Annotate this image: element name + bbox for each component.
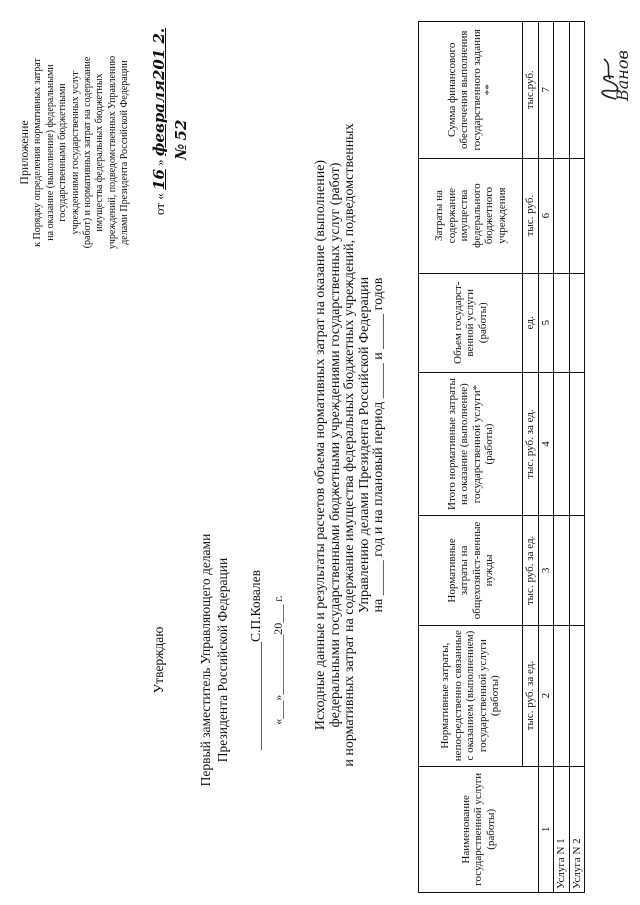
date-day: 16 bbox=[150, 169, 168, 190]
approval-title: Утверждаю bbox=[151, 626, 166, 694]
appendix-line: государственными бюджетными bbox=[57, 83, 69, 222]
number-cell: 1 bbox=[538, 766, 554, 892]
number-sign: № bbox=[172, 143, 190, 160]
approval-date-line: «___»__________20___ г. bbox=[271, 595, 285, 725]
heading-line: на _____ год и на плановый период _____ и _____ годов bbox=[371, 277, 387, 613]
table-units-row bbox=[523, 22, 539, 893]
appendix-title: Приложение bbox=[17, 120, 31, 185]
appendix-block bbox=[18, 25, 132, 280]
table-row bbox=[569, 22, 585, 893]
header-cell: Затраты на содержание имущества федерального бюджетного учреждения bbox=[419, 158, 523, 273]
date-mid: » bbox=[152, 159, 167, 166]
unit-cell: тыс. руб. за ед. bbox=[523, 516, 539, 625]
heading-line: Исходные данные и результаты расчетов объема нормативных затрат на оказание (выполнение) bbox=[313, 159, 328, 731]
row-name-cell: Услуга N 2 bbox=[569, 766, 585, 892]
header-cell: Объем государст-венной услуги (работы) bbox=[419, 273, 523, 372]
document-heading bbox=[314, 25, 387, 865]
heading-line: Управлению делами Президента Российской Федерации bbox=[356, 276, 372, 614]
header-cell: Нормативные затраты на общехозяйст-венные нужды bbox=[419, 516, 523, 625]
number-cell: 2 bbox=[538, 625, 554, 766]
handwritten-signature-icon bbox=[590, 50, 632, 105]
approval-position-line2: Президента Российской Федерации bbox=[215, 557, 230, 763]
unit-cell: тыс. руб. за ед. bbox=[523, 625, 539, 766]
unit-cell: тыс.руб. bbox=[523, 22, 539, 159]
appendix-line: учреждений, подведомственных Управлению bbox=[106, 55, 118, 250]
approval-signature-line: ________________С.П.Ковалев bbox=[248, 570, 263, 750]
approval-block bbox=[150, 495, 287, 825]
appendix-line: к Порядку определения нормативных затрат bbox=[32, 58, 44, 247]
appendix-line: учреждениями государственных услуг bbox=[69, 70, 81, 235]
number-cell: 6 bbox=[538, 158, 554, 273]
appendix-line: имущества федеральных бюджетных bbox=[94, 73, 106, 232]
row-name-cell: Услуга N 1 bbox=[554, 766, 570, 892]
date-prefix: от « bbox=[152, 193, 167, 215]
unit-cell: ед. bbox=[523, 273, 539, 372]
date-month-year: февраля201 2. bbox=[150, 27, 168, 157]
table-numbers-row bbox=[538, 22, 554, 893]
number-cell: 7 bbox=[538, 22, 554, 159]
number-cell: 4 bbox=[538, 372, 554, 515]
header-cell: Нормативные затраты, непосредственно связанные с оказанием (выполнением) государственной услуги (работы) bbox=[419, 625, 523, 766]
number-value: 52 bbox=[172, 119, 190, 141]
costs-table bbox=[418, 21, 585, 893]
header-cell: Итого нормативные затраты на оказание (выполнение) государственной услуги* (работы) bbox=[419, 372, 523, 515]
header-cell: Сумма финансового обеспечения выполнения государственного задания ** bbox=[419, 22, 523, 159]
heading-line: и нормативных затрат на содержание имущества федеральных бюджетных учреждений, подведомственных bbox=[342, 123, 358, 767]
heading-line: федеральными государственными бюджетными учреждениями государственных услуг (работ) bbox=[327, 162, 343, 728]
signature-mark: Ванов bbox=[613, 50, 632, 101]
approval-position-line1: Первый заместитель Управляющего делами bbox=[198, 533, 213, 787]
appendix-line: делами Президента Российской Федерации bbox=[119, 60, 131, 245]
appendix-number bbox=[172, 120, 190, 160]
appendix-date bbox=[150, 28, 168, 215]
appendix-line: (работ) и нормативных затрат на содержание bbox=[82, 56, 94, 249]
unit-cell: тыс. руб. bbox=[523, 158, 539, 273]
appendix-line: на оказание (выполнение) федеральными bbox=[44, 64, 56, 241]
number-cell: 5 bbox=[538, 273, 554, 372]
number-cell: 3 bbox=[538, 516, 554, 625]
header-cell: Наименование государственной услуги (работы) bbox=[419, 766, 539, 892]
table-header-row bbox=[419, 22, 523, 893]
unit-cell: тыс. руб. за ед. bbox=[523, 372, 539, 515]
table-row bbox=[554, 22, 570, 893]
